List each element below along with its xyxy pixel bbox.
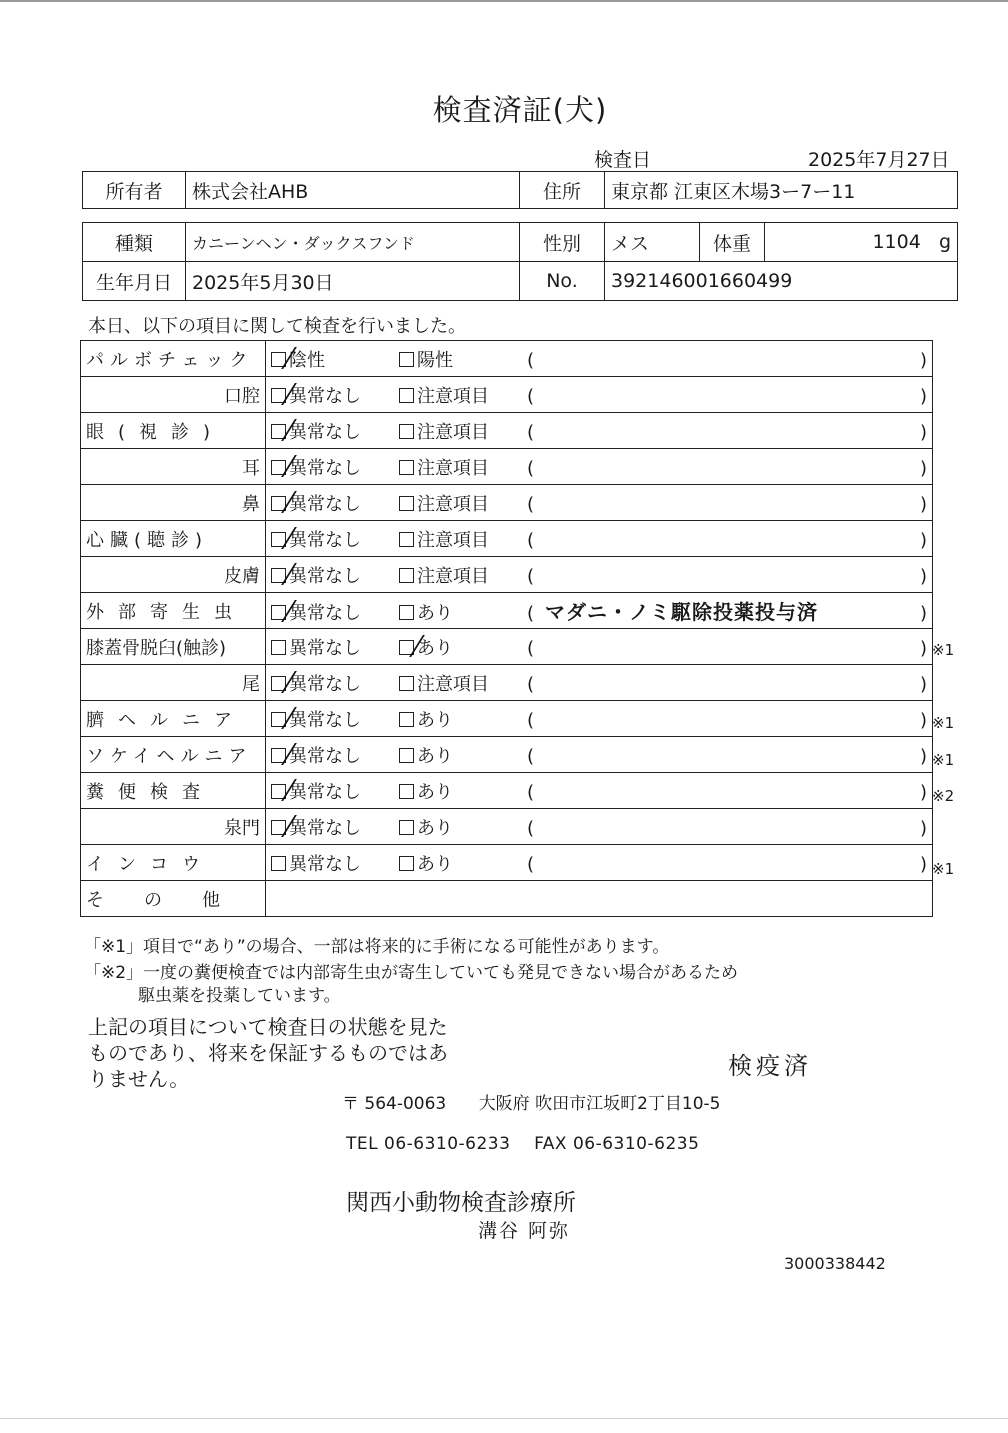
- option-normal[interactable]: [271, 742, 399, 768]
- breed-value: カニーンヘン・ダックスフンド: [186, 223, 520, 262]
- option-label: 異常なし: [289, 853, 361, 875]
- item-label: [81, 665, 266, 701]
- weight-cell: [765, 223, 958, 262]
- checked-box-icon[interactable]: [271, 676, 286, 691]
- item-label-text: 心臓(聴診): [86, 529, 209, 551]
- inspection-row: [81, 845, 933, 881]
- breed-label: 種類: [83, 223, 186, 262]
- item-label: [81, 629, 266, 665]
- item-label-text: 眼(視診): [86, 421, 225, 443]
- item-label-text: 臍ヘルニア: [86, 709, 246, 731]
- option-abnormal[interactable]: [399, 850, 527, 876]
- item-label-text: 皮膚: [224, 565, 260, 587]
- item-result: [266, 773, 933, 809]
- inspection-row: [81, 737, 933, 773]
- checkbox-icon[interactable]: [399, 605, 414, 620]
- option-label: あり: [417, 817, 453, 839]
- option-normal[interactable]: [271, 850, 399, 876]
- option-label: あり: [417, 853, 453, 875]
- item-result: [266, 521, 933, 557]
- footnote-1: 「※1」項目で“あり”の場合、一部は将来的に手術になる可能性があります。: [84, 937, 670, 957]
- option-normal[interactable]: [271, 382, 399, 408]
- paren-close: ): [920, 493, 928, 515]
- inspection-row: [81, 629, 933, 665]
- paren-open: (: [527, 709, 535, 731]
- option-abnormal[interactable]: [399, 418, 527, 444]
- paren-open: (: [527, 385, 535, 407]
- option-normal[interactable]: [271, 562, 399, 588]
- owner-label: 所有者: [83, 172, 186, 209]
- checkbox-icon[interactable]: [399, 676, 414, 691]
- option-normal[interactable]: [271, 526, 399, 552]
- item-result: [266, 449, 933, 485]
- inspector-name: 溝谷 阿弥: [478, 1220, 571, 1242]
- clinic-address-line: [342, 1089, 721, 1114]
- item-label-text: インコウ: [86, 853, 214, 875]
- option-abnormal[interactable]: [399, 562, 527, 588]
- paren-close: ): [920, 781, 928, 803]
- option-label: 注意項目: [417, 457, 489, 479]
- inspection-row: [81, 809, 933, 845]
- checked-box-icon[interactable]: [271, 712, 286, 727]
- item-label-text: 口腔: [224, 385, 260, 407]
- checkbox-icon[interactable]: [399, 820, 414, 835]
- clinic-name: 関西小動物検査診療所: [346, 1190, 576, 1216]
- item-label: [81, 809, 266, 845]
- owner-value: 株式会社AHB: [186, 172, 520, 209]
- item-label: [81, 449, 266, 485]
- fax-number: FAX 06-6310-6235: [534, 1134, 700, 1154]
- item-remark: マダニ・ノミ駆除投薬投与済: [545, 600, 818, 624]
- inspection-row: [81, 377, 933, 413]
- item-result: [266, 665, 933, 701]
- checked-box-icon[interactable]: [271, 352, 286, 367]
- checked-box-icon[interactable]: [271, 784, 286, 799]
- option-label: 異常なし: [289, 603, 361, 624]
- option-label: 異常なし: [289, 673, 361, 695]
- checkbox-icon[interactable]: [399, 748, 414, 763]
- item-label: [81, 593, 266, 629]
- item-footnote-mark: ※2: [932, 787, 955, 805]
- paren-open: (: [527, 493, 535, 515]
- tel-number: TEL 06-6310-6233: [346, 1134, 511, 1154]
- item-footnote-mark: ※1: [932, 641, 955, 659]
- checkbox-icon[interactable]: [399, 784, 414, 799]
- item-result: [266, 845, 933, 881]
- item-label: [81, 701, 266, 737]
- weight-unit: g: [938, 231, 951, 253]
- checked-box-icon[interactable]: [271, 496, 286, 511]
- item-result: [266, 413, 933, 449]
- inspection-date-value: 2025年7月27日: [808, 149, 950, 171]
- option-label: あり: [417, 781, 453, 803]
- paren-close: ): [920, 637, 928, 659]
- item-result: [266, 485, 933, 521]
- paren-open: (: [527, 673, 535, 695]
- item-result: [266, 557, 933, 593]
- option-label: あり: [417, 603, 453, 624]
- option-normal[interactable]: [271, 706, 399, 732]
- item-label: [81, 485, 266, 521]
- inspection-row: [81, 341, 933, 377]
- item-label-text: ソケイヘルニア: [86, 745, 253, 767]
- paren-close: ): [920, 745, 928, 767]
- option-abnormal[interactable]: [399, 454, 527, 480]
- item-label: [81, 413, 266, 449]
- option-abnormal[interactable]: [399, 742, 527, 768]
- paren-close: ): [920, 603, 928, 624]
- option-normal[interactable]: [271, 670, 399, 696]
- checked-box-icon[interactable]: [271, 605, 286, 620]
- item-footnote-mark: ※1: [932, 750, 955, 769]
- animal-table: [82, 222, 958, 301]
- sex-label: 性別: [520, 223, 605, 262]
- option-normal[interactable]: [271, 634, 399, 660]
- checkbox-icon[interactable]: [271, 856, 286, 871]
- sex-value: メス: [605, 223, 700, 262]
- paren-close: ): [920, 853, 928, 875]
- paren-close: ): [920, 385, 928, 407]
- inspection-items-table: [80, 340, 933, 917]
- item-label: [81, 521, 266, 557]
- footnote-2-continued: 駆虫薬を投薬しています。: [138, 986, 341, 1006]
- paren-close: ): [920, 673, 928, 695]
- option-normal[interactable]: [271, 346, 399, 372]
- item-footnote-mark: ※1: [932, 714, 955, 732]
- option-label: あり: [417, 745, 453, 767]
- clinic-address: 大阪府 吹田市江坂町2丁目10-5: [478, 1094, 721, 1114]
- paren-open: (: [527, 565, 535, 587]
- item-label: [81, 845, 266, 881]
- paren-open: (: [527, 421, 535, 443]
- item-label-text: 泉門: [224, 817, 260, 839]
- other-field[interactable]: [266, 881, 933, 917]
- inspection-row: [81, 557, 933, 593]
- option-normal[interactable]: [271, 418, 399, 444]
- checkbox-icon[interactable]: [399, 496, 414, 511]
- number-label: No.: [520, 262, 605, 301]
- birthdate-label: 生年月日: [83, 262, 186, 301]
- birthdate-value: 2025年5月30日: [186, 262, 520, 301]
- item-label-text: 鼻: [242, 493, 260, 515]
- checkbox-icon[interactable]: [399, 424, 414, 439]
- inspection-row: [81, 449, 933, 485]
- option-label: 異常なし: [289, 457, 361, 479]
- paren-close: ): [920, 421, 928, 443]
- paren-close: ): [920, 817, 928, 839]
- address-value: 東京都 江東区木場3ー7ー11: [605, 172, 958, 209]
- option-abnormal[interactable]: [399, 526, 527, 552]
- disclaimer: 上記の項目について検査日の状態を見たものであり、将来を保証するものではありません。: [88, 1015, 448, 1091]
- item-label-text: 糞便検査: [86, 781, 214, 803]
- option-label: あり: [417, 709, 453, 731]
- checkbox-icon[interactable]: [271, 640, 286, 655]
- paren-open: (: [527, 457, 535, 479]
- paren-open: (: [527, 781, 535, 803]
- inspection-row: [81, 521, 933, 557]
- option-normal[interactable]: [271, 490, 399, 516]
- item-result: [266, 809, 933, 845]
- address-label: 住所: [520, 172, 605, 209]
- option-label: 異常なし: [289, 637, 361, 659]
- option-label: 異常なし: [289, 781, 361, 803]
- option-label: 注意項目: [417, 529, 489, 551]
- option-normal[interactable]: [271, 454, 399, 480]
- checkbox-icon[interactable]: [399, 460, 414, 475]
- paren-open: (: [527, 745, 535, 767]
- other-row: [81, 881, 933, 917]
- checkbox-icon[interactable]: [399, 388, 414, 403]
- option-abnormal[interactable]: [399, 670, 527, 696]
- option-abnormal[interactable]: [399, 382, 527, 408]
- option-abnormal[interactable]: [399, 706, 527, 732]
- paren-open: (: [527, 817, 535, 839]
- option-normal[interactable]: [271, 814, 399, 840]
- item-result: [266, 341, 933, 377]
- item-result: [266, 629, 933, 665]
- option-abnormal[interactable]: [399, 634, 527, 660]
- item-result: [266, 737, 933, 773]
- option-label: 異常なし: [289, 493, 361, 515]
- option-label: 異常なし: [289, 745, 361, 767]
- checkbox-icon[interactable]: [399, 568, 414, 583]
- inspection-row: [81, 665, 933, 701]
- other-label-text: その他: [86, 889, 260, 911]
- paren-open: (: [527, 603, 535, 624]
- inspection-row: [81, 413, 933, 449]
- checked-box-icon[interactable]: [271, 388, 286, 403]
- option-label: 異常なし: [289, 709, 361, 731]
- option-label: 異常なし: [289, 817, 361, 839]
- paren-close: ): [920, 709, 928, 731]
- item-label-text: 耳: [242, 457, 260, 479]
- inspection-row: [81, 593, 933, 629]
- weight-label: 体重: [700, 223, 765, 262]
- number-value: 392146001660499: [605, 262, 958, 301]
- paren-close: ): [920, 565, 928, 587]
- option-abnormal[interactable]: [399, 599, 527, 625]
- inspection-date-label: 検査日: [594, 149, 652, 171]
- option-label: 陰性: [289, 349, 325, 371]
- other-label: [81, 881, 266, 917]
- option-label: 注意項目: [417, 673, 489, 695]
- paren-close: ): [920, 529, 928, 551]
- item-label: [81, 737, 266, 773]
- weight-value: 1104: [872, 231, 921, 253]
- option-label: あり: [417, 637, 453, 659]
- checked-box-icon[interactable]: [399, 640, 414, 655]
- inspection-row: [81, 701, 933, 737]
- paren-open: (: [527, 637, 535, 659]
- owner-table: [82, 171, 958, 209]
- option-label: 注意項目: [417, 493, 489, 515]
- contact-line: [346, 1134, 699, 1154]
- inspection-row: [81, 485, 933, 521]
- item-result: [266, 377, 933, 413]
- item-label: [81, 341, 266, 377]
- item-footnote-mark: ※1: [932, 860, 955, 878]
- option-abnormal[interactable]: [399, 490, 527, 516]
- option-label: 注意項目: [417, 421, 489, 443]
- scan-border-top: [0, 0, 1008, 2]
- option-label: 異常なし: [289, 421, 361, 443]
- option-label: 異常なし: [289, 565, 361, 587]
- option-label: 異常なし: [289, 385, 361, 407]
- option-label: 注意項目: [417, 565, 489, 587]
- item-result: [266, 701, 933, 737]
- item-label: [81, 377, 266, 413]
- paren-close: ): [920, 457, 928, 479]
- item-label-text: 尾: [242, 673, 260, 695]
- option-normal[interactable]: [271, 778, 399, 804]
- checked-box-icon[interactable]: [271, 748, 286, 763]
- footnote-2: 「※2」一度の糞便検査では内部寄生虫が寄生していても発見できない場合があるため: [84, 963, 739, 983]
- paren-open: (: [527, 853, 535, 875]
- checked-box-icon[interactable]: [271, 568, 286, 583]
- quarantine-stamp: 検疫済: [728, 1052, 812, 1080]
- checked-box-icon[interactable]: [271, 532, 286, 547]
- option-abnormal[interactable]: [399, 814, 527, 840]
- checkbox-icon[interactable]: [399, 856, 414, 871]
- item-label: [81, 773, 266, 809]
- checked-box-icon[interactable]: [271, 424, 286, 439]
- option-label: 陽性: [417, 349, 453, 371]
- document-title: 検査済証(犬): [432, 93, 608, 127]
- postal-code: 〒 564-0063: [342, 1094, 447, 1114]
- item-label-text: 外部寄生虫: [86, 601, 246, 623]
- document-number: 3000338442: [784, 1254, 886, 1273]
- option-label: 異常なし: [289, 529, 361, 551]
- intro-text: 本日、以下の項目に関して検査を行いました。: [88, 316, 466, 337]
- paren-close: ): [920, 349, 928, 371]
- scan-border-bottom: [0, 1418, 1008, 1419]
- checkbox-icon[interactable]: [399, 352, 414, 367]
- paren-open: (: [527, 529, 535, 551]
- option-normal[interactable]: [271, 599, 399, 625]
- option-abnormal[interactable]: [399, 778, 527, 804]
- checked-box-icon[interactable]: [271, 820, 286, 835]
- inspection-row: [81, 773, 933, 809]
- checkbox-icon[interactable]: [399, 532, 414, 547]
- option-label: 注意項目: [417, 385, 489, 407]
- paren-open: (: [527, 349, 535, 371]
- item-label: [81, 557, 266, 593]
- option-abnormal[interactable]: [399, 346, 527, 372]
- checked-box-icon[interactable]: [271, 460, 286, 475]
- checkbox-icon[interactable]: [399, 712, 414, 727]
- item-label-text: 膝蓋骨脱臼(触診): [86, 637, 227, 659]
- item-result: [266, 593, 933, 629]
- item-label-text: パルボチェック: [86, 349, 254, 371]
